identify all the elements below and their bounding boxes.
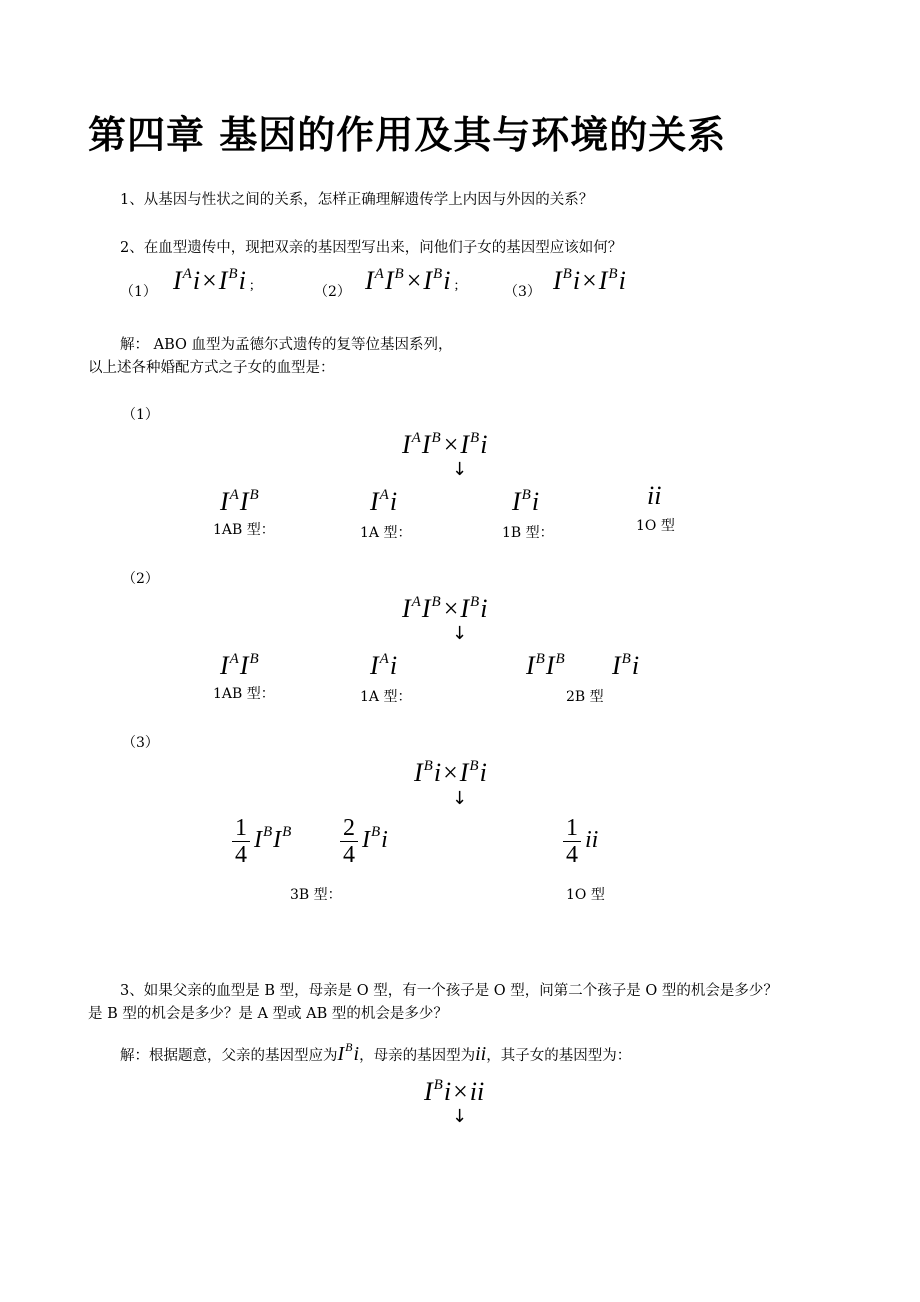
case-1-number: （1）: [122, 407, 159, 423]
q2-item-3-number: （3）: [504, 284, 541, 300]
question-2: 2、在血型遗传中，现把双亲的基因型写出来，问他们子女的基因型应该如何？: [120, 240, 623, 256]
case-3-genotype-bi: $\frac{2}{4}$ $I^Bi$: [340, 815, 388, 868]
q2-item-2-number: （2）: [314, 284, 351, 300]
question-3-line-2: 是 B 型的机会是多少？是 A 型或 AB 型的机会是多少？: [88, 1006, 448, 1022]
q2-cross-3: $I^Bi\times I^Bi$: [553, 266, 626, 295]
case-3-genotype-bb: $\frac{1}{4}$ $I^BI^B$: [232, 815, 292, 868]
case-1-genotype-b: $I^Bi$: [512, 487, 540, 516]
case-2-label-a: 1A 型：: [360, 689, 412, 705]
case-1-genotype-ab: $I^AI^B$: [220, 487, 259, 516]
case-1-arrow: ↓: [452, 459, 468, 480]
case-2-genotype-bb: $I^BI^B$: [526, 651, 565, 680]
case-2-number: （2）: [122, 571, 159, 587]
solution-intro-line-2: 以上述各种婚配方式之子女的血型是：: [88, 360, 335, 376]
question-1: 1、从基因与性状之间的关系，怎样正确理解遗传学上内因与外因的关系？: [120, 192, 594, 208]
case-1-label-b: 1B 型：: [502, 525, 554, 541]
father-genotype: $I^Bi$: [337, 1040, 360, 1065]
question-3-answer: 解：根据题意，父亲的基因型应为$I^Bi$，母亲的基因型为ii，其子女的基因型为：: [120, 1040, 632, 1065]
fraction-two-quarters: $\frac{2}{4}$: [340, 815, 358, 868]
chapter-title: 第四章 基因的作用及其与环境的关系: [88, 113, 727, 157]
case-3-genotype-o: $\frac{1}{4}$ ii: [563, 815, 598, 868]
case-2-arrow: ↓: [452, 623, 468, 644]
solution-intro-line-1: 解： ABO 血型为孟德尔式遗传的复等位基因系列，: [120, 337, 453, 353]
fraction-one-quarter: $\frac{1}{4}$: [232, 815, 250, 868]
mother-genotype: ii: [475, 1043, 487, 1065]
case-2-genotype-a: $I^Ai$: [370, 651, 398, 680]
q2-cross-1: $I^Ai\times I^Bi$ ;: [173, 266, 254, 295]
case-3-label-b: 3B 型：: [290, 887, 342, 903]
case-2-label-b: 2B 型: [566, 689, 604, 705]
case-3-number: （3）: [122, 735, 159, 751]
case-2-genotype-ab: $I^AI^B$: [220, 651, 259, 680]
case-1-label-a: 1A 型：: [360, 525, 412, 541]
case-2-genotype-bi: $I^Bi$: [612, 651, 640, 680]
q2-cross-2: $I^AI^B \times I^Bi$ ;: [365, 266, 459, 295]
case-1-genotype-a: $I^Ai$: [370, 487, 398, 516]
question-3-cross: $I^Bi\times ii$: [424, 1077, 485, 1106]
case-1-cross: $I^AI^B \times I^Bi$: [402, 430, 488, 459]
question-3-arrow: ↓: [452, 1106, 468, 1127]
case-2-label-ab: 1AB 型：: [213, 686, 275, 702]
case-1-label-ab: 1AB 型：: [213, 522, 275, 538]
fraction-one-quarter: $\frac{1}{4}$: [563, 815, 581, 868]
case-3-label-o: 1O 型: [566, 887, 605, 903]
case-3-arrow: ↓: [452, 788, 468, 809]
q2-item-1-number: （1）: [120, 284, 157, 300]
case-1-label-o: 1O 型: [636, 518, 675, 534]
case-3-cross: $I^Bi\times I^Bi$: [414, 758, 487, 787]
question-3-line-1: 3、如果父亲的血型是 B 型，母亲是 O 型，有一个孩子是 O 型，问第二个孩子是 O 型的机会是多少？: [120, 983, 778, 999]
case-1-genotype-o: ii: [647, 481, 662, 510]
case-2-cross: $I^AI^B \times I^Bi$: [402, 594, 488, 623]
